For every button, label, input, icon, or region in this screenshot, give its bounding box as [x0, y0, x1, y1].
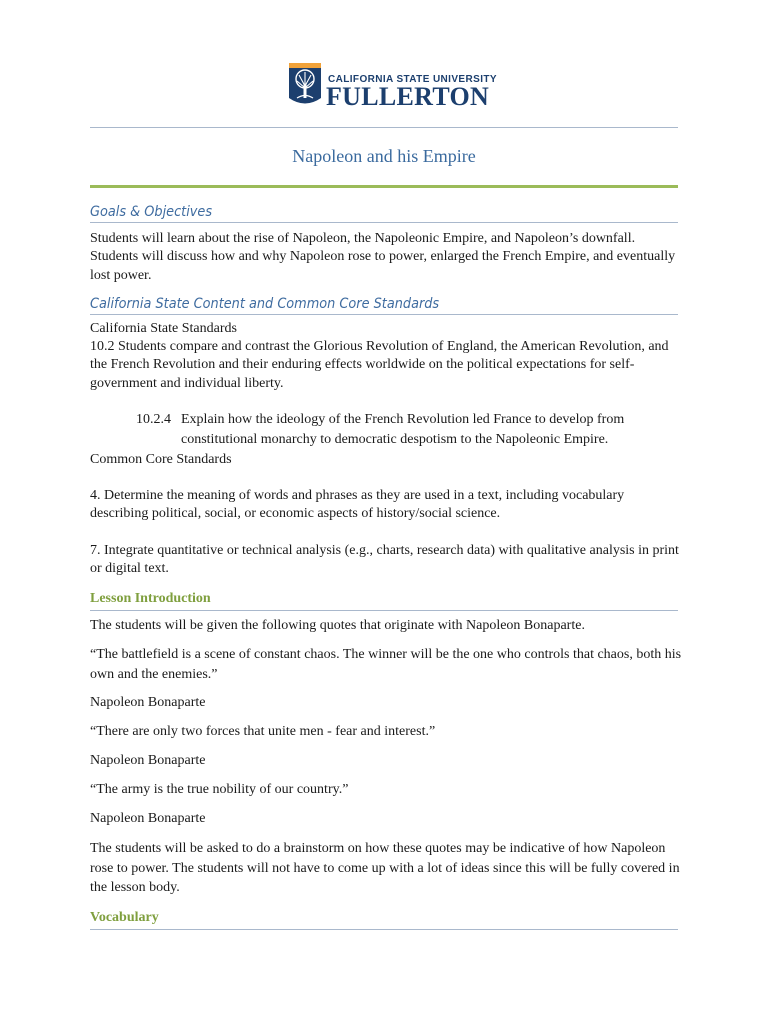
document-title: Napoleon and his Empire — [292, 146, 476, 166]
goals-paragraph: Students will learn about the rise of Napoleon, the Napoleonic Empire, and Napoleon’s downfall. Students will discuss how and why Napoleon rose to power, enlarged the French Empire, and eventually lost power. — [90, 231, 676, 283]
quote-3-attribution: Napoleon Bonaparte — [90, 811, 206, 826]
intro-divider — [90, 610, 678, 611]
common-core-item-7: 7. Integrate quantitative or technical analysis (e.g., charts, research data) with qualitative analysis in print or digital text. — [90, 543, 679, 577]
common-core-item-4: 4. Determine the meaning of words and phrases as they are used in a text, including vocabulary describing political, social, or economic aspects of history/social science. — [90, 488, 625, 522]
campus-name: FULLERTON — [326, 82, 490, 111]
state-standards-label: California State Standards — [90, 321, 237, 336]
quote-2: “There are only two forces that unite men - fear and interest.” — [90, 724, 436, 739]
intro-heading: Lesson Introduction — [90, 591, 211, 606]
sub-standard-text: Explain how the ideology of the French Revolution led France to develop from constitutional monarchy to democratic despotism to the Napoleonic Empire. — [181, 412, 625, 447]
vocabulary-heading: Vocabulary — [90, 910, 159, 925]
header-divider — [90, 127, 678, 128]
intro-lead: The students will be given the following quotes that originate with Napoleon Bonaparte. — [90, 618, 585, 633]
university-name: CALIFORNIA STATE UNIVERSITY — [328, 74, 497, 85]
common-core-label: Common Core Standards — [90, 452, 232, 467]
quote-3: “The army is the true nobility of our country.” — [90, 782, 349, 797]
goals-divider — [90, 222, 678, 223]
intro-closing: The students will be asked to do a brainstorm on how these quotes may be indicative of how Napoleon rose to power. The students will not have to come up with a lot of ideas since this will be fully covered in the lesson body. — [90, 841, 680, 895]
quote-1-attribution: Napoleon Bonaparte — [90, 695, 206, 710]
sub-standard-number: 10.2.4 — [136, 412, 171, 427]
csuf-logo — [288, 62, 497, 112]
title-divider — [90, 185, 678, 188]
quote-2-attribution: Napoleon Bonaparte — [90, 753, 206, 768]
goals-heading: Goals & Objectives — [90, 204, 213, 220]
vocabulary-divider — [90, 929, 678, 930]
tree-seal-icon — [288, 62, 322, 110]
standards-heading: California State Content and Common Core Standards — [90, 296, 440, 312]
quote-1: “The battlefield is a scene of constant chaos. The winner will be the one who controls that chaos, both his own and the enemies.” — [90, 647, 682, 682]
state-standard-text: 10.2 Students compare and contrast the Glorious Revolution of England, the American Revolution, and the French Revolution and their enduring effects worldwide on the political expectations for self-government and individual liberty. — [90, 339, 669, 391]
standards-divider — [90, 314, 678, 315]
